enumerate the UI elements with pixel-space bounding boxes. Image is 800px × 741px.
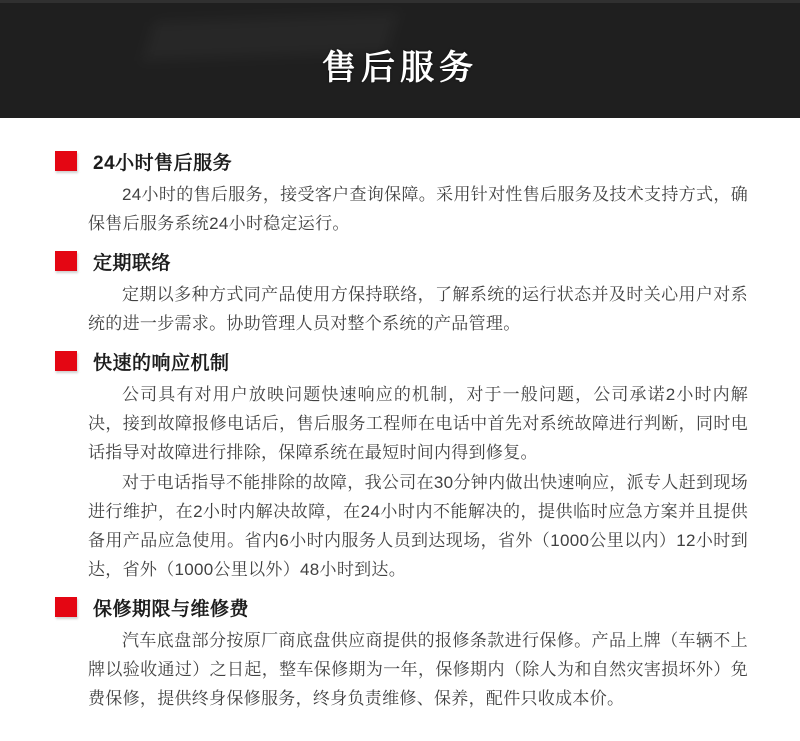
section-warranty-fees — [55, 594, 748, 713]
content-area — [0, 118, 800, 713]
section-paragraph: 汽车底盘部分按原厂商底盘供应商提供的报修条款进行保修。产品上牌（车辆不上牌以验收通过）之日起，整车保修期为一年，保修期内（除人为和自然灾害损坏外）免费保修，提供终身保修服务，终身负责维修、保养，配件只收成本价。 — [88, 631, 748, 708]
section-header — [55, 348, 748, 374]
section-title: 定期联络 — [93, 252, 172, 274]
section-title: 快速的响应机制 — [93, 352, 230, 374]
section-24h-service — [55, 148, 748, 238]
red-square-bullet-icon — [55, 251, 77, 271]
section-header — [55, 248, 748, 274]
section-paragraph: 对于电话指导不能排除的故障，我公司在30分钟内做出快速响应，派专人赶到现场进行维护，在2小时内解决故障，在24小时内不能解决的，提供临时应急方案并且提供备用产品应急使用。省内6小时内服务人员到达现场，省外（1000公里以内）12小时到达，省外（1000公里以外）48小时到达。 — [88, 473, 748, 579]
section-rapid-response — [55, 348, 748, 584]
section-paragraph: 公司具有对用户放映问题快速响应的机制，对于一般问题，公司承诺2小时内解决，接到故障报修电话后，售后服务工程师在电话中首先对系统故障进行判断，同时电话指导对故障进行排除，保障系统在最短时间内得到修复。 — [88, 385, 748, 462]
section-title: 保修期限与维修费 — [93, 598, 250, 620]
red-square-bullet-icon — [55, 351, 77, 371]
section-header — [55, 148, 748, 174]
header-top-edge — [0, 0, 800, 3]
red-square-bullet-icon — [55, 151, 77, 171]
red-square-bullet-icon — [55, 597, 77, 617]
section-paragraph: 定期以多种方式同产品使用方保持联络，了解系统的运行状态并及时关心用户对系统的进一步需求。协助管理人员对整个系统的产品管理。 — [88, 285, 748, 333]
page-title: 售后服务 — [322, 49, 478, 87]
page-header — [0, 0, 800, 118]
section-title: 24小时售后服务 — [93, 152, 233, 174]
section-regular-contact — [55, 248, 748, 338]
section-paragraph: 24小时的售后服务，接受客户查询保障。采用针对性售后服务及技术支持方式，确保售后服务系统24小时稳定运行。 — [88, 185, 748, 233]
section-header — [55, 594, 748, 620]
